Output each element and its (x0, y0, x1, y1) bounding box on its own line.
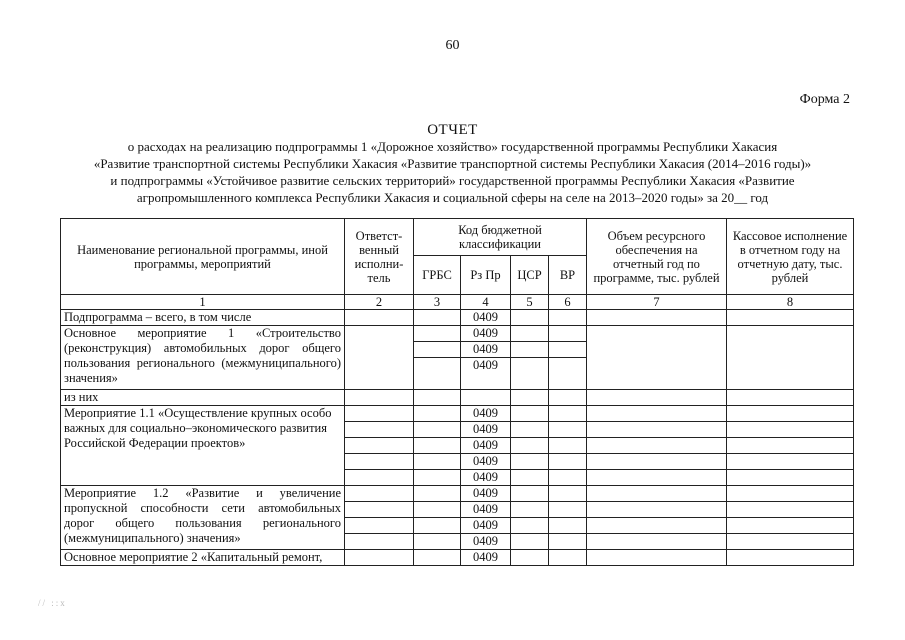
table-row (61, 310, 854, 326)
column-number: 6 (549, 295, 587, 310)
form-label: Форма 2 (799, 92, 850, 107)
code-rzpr: 0409 (461, 470, 511, 486)
row-name: Подпрограмма – всего, в том числе (61, 310, 345, 326)
header-responsible: Ответст-венный исполни-тель (345, 219, 414, 295)
report-subtitle (55, 138, 850, 206)
code-rzpr: 0409 (461, 326, 511, 342)
column-number: 5 (511, 295, 549, 310)
header-budget-code: Код бюджетной классификации (414, 219, 587, 256)
subtitle-line: «Развитие транспортной системы Республики Хакасия «Развитие транспортной системы Республики Хакасия (2014–2016 годы)» (93, 156, 812, 171)
header-cash: Кассовое исполнение в отчетном году на отчетную дату, тыс. рублей (727, 219, 854, 295)
page-number: 60 (445, 38, 460, 53)
code-rzpr: 0409 (461, 358, 511, 390)
code-rzpr: 0409 (461, 406, 511, 422)
row-name: Мероприятие 1.1 «Осуществление крупных особо важных для социально–экономического развития Российской Федерации проектов» (61, 406, 345, 486)
header-resource: Объем ресурсного обеспечения на отчетный год по программе, тыс. рублей (587, 219, 727, 295)
header-grbs: ГРБС (414, 256, 461, 295)
column-number: 3 (414, 295, 461, 310)
subtitle-line: и подпрограммы «Устойчивое развитие сельских территорий» государственной программы Республики Хакасия «Развитие (110, 173, 795, 188)
header-rzpr: Рз Пр (461, 256, 511, 295)
column-number-row (61, 295, 854, 310)
row-name: из них (61, 390, 345, 406)
header-name: Наименование региональной программы, иной программы, мероприятий (61, 219, 345, 295)
header-vr: ВР (549, 256, 587, 295)
column-number: 2 (345, 295, 414, 310)
code-rzpr: 0409 (461, 310, 511, 326)
table-row (61, 406, 854, 422)
table-row (61, 486, 854, 502)
column-number: 4 (461, 295, 511, 310)
row-name: Основное мероприятие 1 «Строительство (реконструкция) автомобильных дорог общего пользования регионального (межмуниципального) значения» (61, 326, 345, 390)
scan-stamp: // ::x (38, 598, 67, 608)
code-rzpr: 0409 (461, 550, 511, 566)
table-row (61, 390, 854, 406)
subtitle-line: о расходах на реализацию подпрограммы 1 «Дорожное хозяйство» государственной программы Республики Хакасия (127, 139, 778, 154)
table-row (61, 550, 854, 566)
code-rzpr: 0409 (461, 454, 511, 470)
code-rzpr: 0409 (461, 438, 511, 454)
code-rzpr: 0409 (461, 342, 511, 358)
code-rzpr: 0409 (461, 534, 511, 550)
row-name: Основное мероприятие 2 «Капитальный ремонт, (61, 550, 345, 566)
header-row (61, 219, 854, 256)
report-table (60, 218, 854, 566)
code-rzpr: 0409 (461, 486, 511, 502)
subtitle-line: агропромышленного комплекса Республики Хакасия и социальной сферы на селе на 2013–2020 годы» за 20__ год (136, 190, 769, 205)
code-rzpr: 0409 (461, 502, 511, 518)
column-number: 8 (727, 295, 854, 310)
row-name: Мероприятие 1.2 «Развитие и увеличение пропускной способности сети автомобильных дорог общего пользования регионального (межмуниципального) значения» (61, 486, 345, 550)
header-csr: ЦСР (511, 256, 549, 295)
code-rzpr: 0409 (461, 422, 511, 438)
table-row (61, 326, 854, 342)
column-number: 7 (587, 295, 727, 310)
code-rzpr: 0409 (461, 518, 511, 534)
report-title: ОТЧЕТ (427, 122, 478, 138)
column-number: 1 (61, 295, 345, 310)
